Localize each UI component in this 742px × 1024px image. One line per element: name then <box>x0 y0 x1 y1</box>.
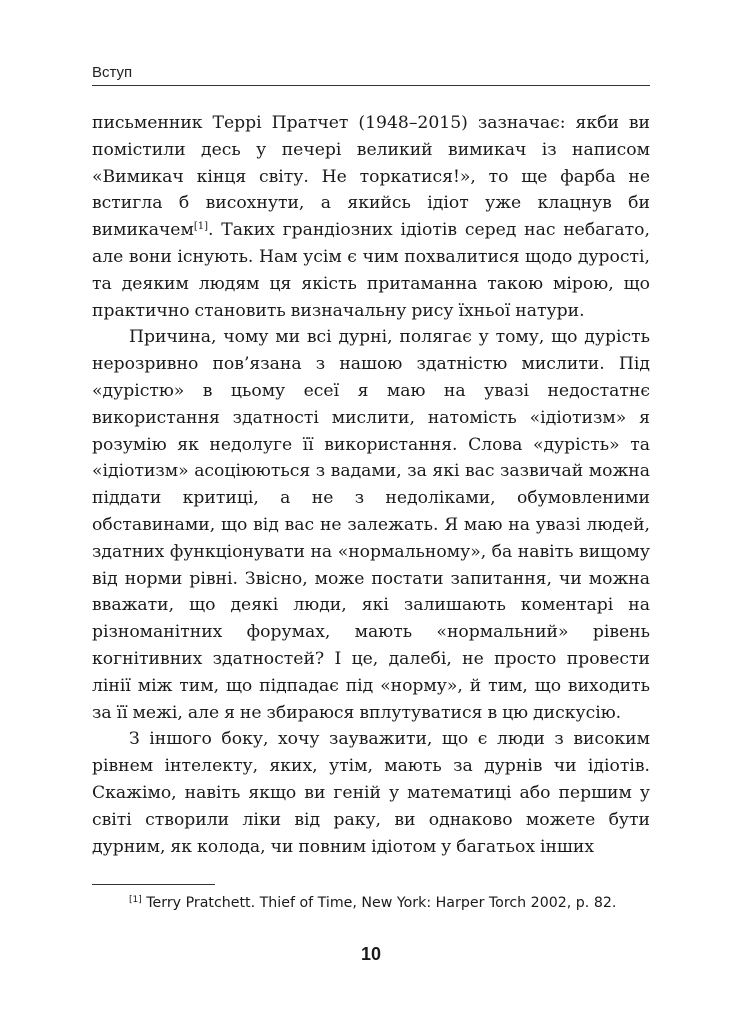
footnote <box>92 893 650 914</box>
footnote-text: Terry Pratchett. Thief of Time, New York: Harper Torch 2002, p. 82. <box>141 895 617 911</box>
paragraph-text: письменник Террі Пратчет (1948–2015) зазначає: якби ви помістили десь у печері великий вимикач із написом «Вимикач кінця світу. Не торкатися!», то ще фарба не встигла б висохнути, а якийсь ідіот уже клацнув би вимикачем <box>92 113 650 241</box>
paragraph-text: . Таких грандіозних ідіотів серед нас небагато, але вони існують. Нам усім є чим похвалитися щодо дурості, та деяким людям ця якість притаманна такою мірою, що практично становить визначальну рису їхньої натури. <box>92 220 650 321</box>
running-header <box>92 62 650 86</box>
footnote-marker: [1] <box>129 895 142 905</box>
page-number: 10 <box>360 944 382 964</box>
paragraph-continued <box>92 110 650 324</box>
main-text <box>92 110 650 860</box>
chapter-title: Вступ <box>92 64 133 81</box>
paragraph: Причина, чому ми всі дурні, полягає у тому, що дурість нерозривно пов’язана з нашою здатністю мислити. Під «дурістю» в цьому есеї я маю на увазі недостатнє використання здатності мислити, натомість «ідіотизм» я розумію як недолуге її використання. Слова «дурість» та «ідіотизм» асоціюються з вадами, за які вас зазвичай можна піддати критиці, а не з недоліками, обумовленими обставинами, що від вас не залежать. Я маю на увазі людей, здатних функціонувати на «нормальному», ба навіть вищому від норми рівні. Звісно, може постати запитання, чи можна вважати, що деякі люди, які залишають коментарі на різноманітних форумах, мають «нормальний» рівень когнітивних здатностей? І це, далебі, не просто провести лінії між тим, що підпадає під «норму», й тим, що виходить за її межі, але я не збираюся вплутуватися в цю дискусію. <box>92 327 650 723</box>
footnote-reference[interactable]: [1] <box>193 221 209 233</box>
footnote-separator <box>92 884 215 885</box>
paragraph: З іншого боку, хочу зауважити, що є люди з високим рівнем інтелекту, яких, утім, мають за дурнів чи ідіотів. Скажімо, навіть якщо ви геній у математиці або першим у світі створили ліки від раку, ви однаково можете бути дурним, як колода, чи повним ідіотом у багатьох інших <box>92 729 650 857</box>
